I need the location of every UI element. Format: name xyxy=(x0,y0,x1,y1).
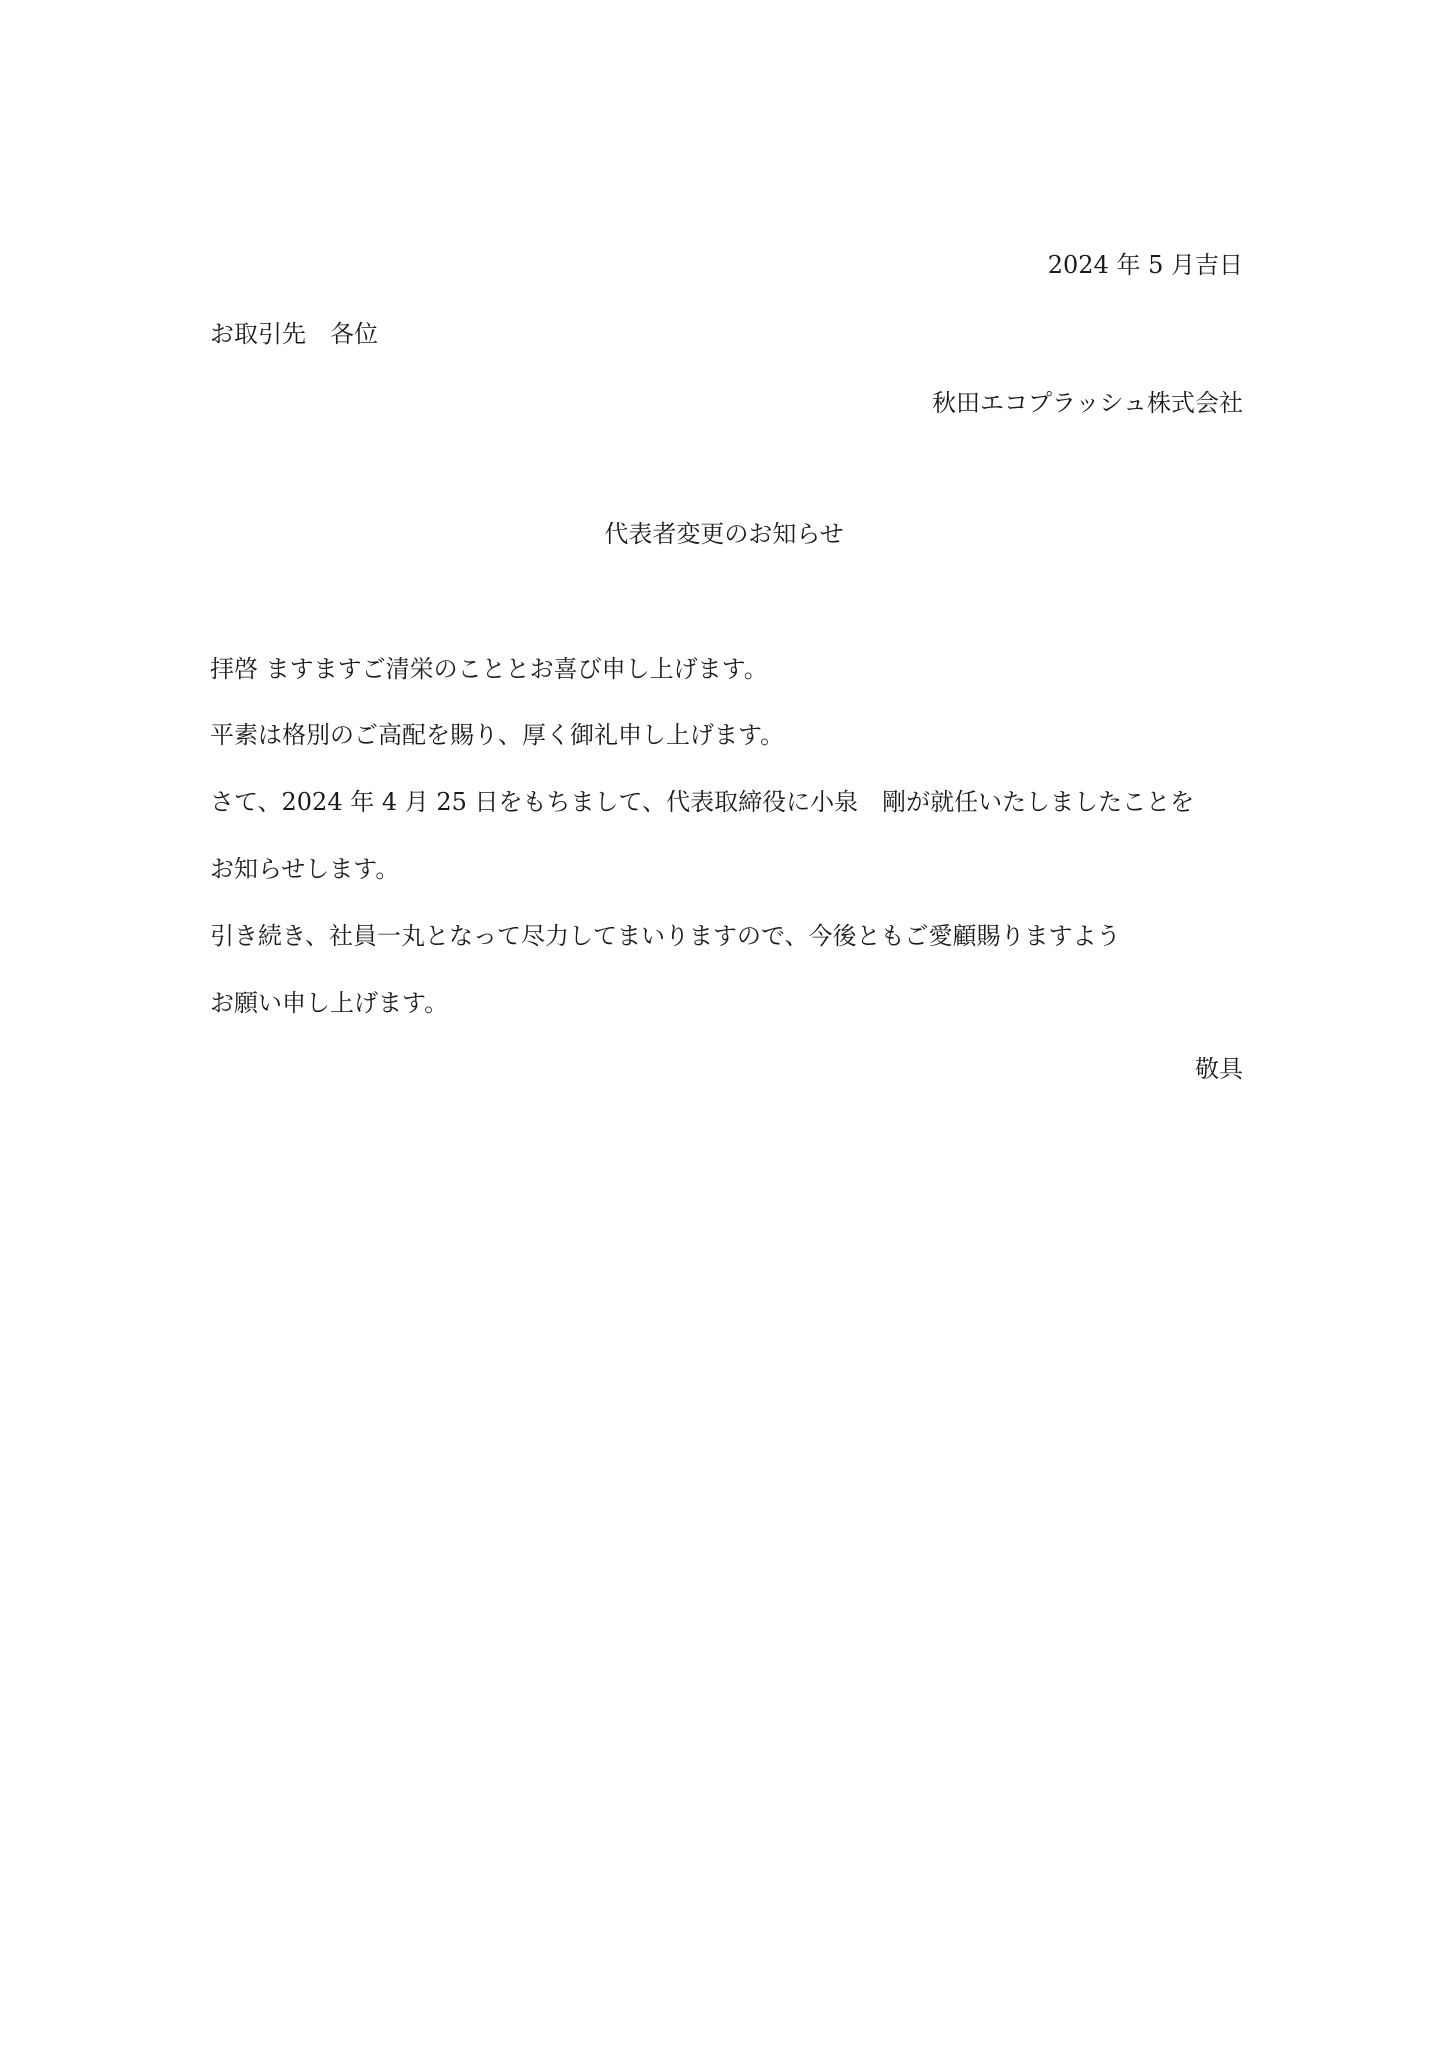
body-line: 平素は格別のご高配を賜り、厚く御礼申し上げます。 xyxy=(210,721,785,749)
body-line: お知らせします。 xyxy=(210,855,400,883)
letter-date: 2024 年 5 月吉日 xyxy=(1047,251,1243,279)
body-line: さて、2024 年 4 月 25 日をもちまして、代表取締役に小泉 剛が就任いたしましたことを xyxy=(210,788,1195,816)
body-line: お願い申し上げます。 xyxy=(210,989,449,1017)
body-line: 拝啓 ますますご清栄のこととお喜び申し上げます。 xyxy=(210,655,768,683)
closing-word: 敬具 xyxy=(1195,1055,1243,1083)
letter-title: 代表者変更のお知らせ xyxy=(604,520,844,548)
body-line: 引き続き、社員一丸となって尽力してまいりますので、今後ともご愛顧賜りますよう xyxy=(210,922,1121,950)
sender-company: 秋田エコプラッシュ株式会社 xyxy=(931,389,1243,417)
recipient-line: お取引先 各位 xyxy=(210,320,378,348)
